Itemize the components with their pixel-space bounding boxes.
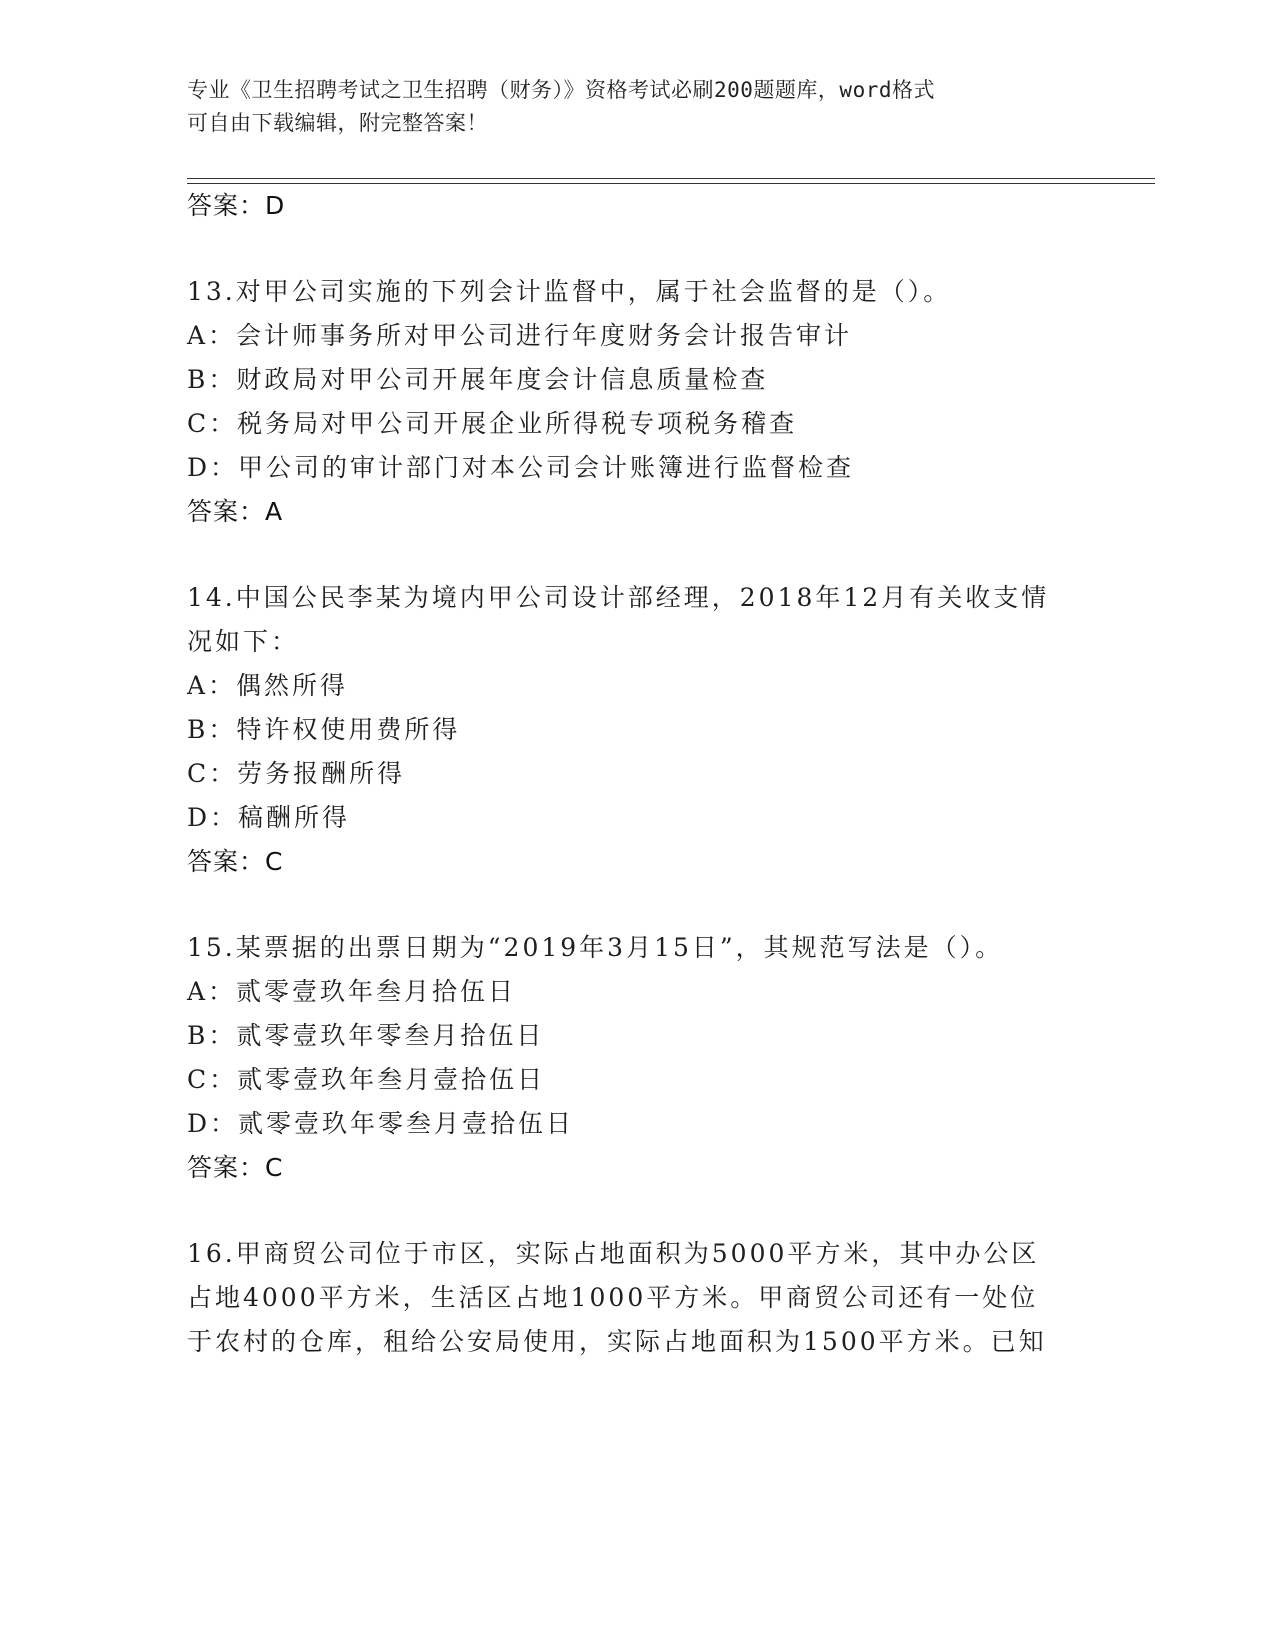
q13-option-d: D：甲公司的审计部门对本公司会计账簿进行监督检查 <box>187 453 855 482</box>
q14-option-a: A：偶然所得 <box>187 671 349 700</box>
q14-answer: 答案：C <box>187 847 284 876</box>
q13-option-a: A：会计师事务所对甲公司进行年度财务会计报告审计 <box>187 321 853 350</box>
q13-option-b: B：财政局对甲公司开展年度会计信息质量检查 <box>187 365 769 394</box>
q14-stem-line-1: 14.中国公民李某为境内甲公司设计部经理，2018年12月有关收支情 <box>187 583 1050 612</box>
q16-stem-line-2: 占地4000平方米，生活区占地1000平方米。甲商贸公司还有一处位 <box>187 1283 1039 1312</box>
header-divider-bottom <box>187 183 1155 184</box>
q15-option-d: D：贰零壹玖年零叁月壹拾伍日 <box>187 1109 575 1138</box>
q15-option-b: B：贰零壹玖年零叁月拾伍日 <box>187 1021 545 1050</box>
q14-stem-line-2: 况如下： <box>187 627 300 656</box>
q13-stem: 13.对甲公司实施的下列会计监督中，属于社会监督的是（）。 <box>187 277 952 306</box>
q15-answer: 答案：C <box>187 1153 284 1182</box>
q15-option-c: C：贰零壹玖年叁月壹拾伍日 <box>187 1065 546 1094</box>
q14-option-d: D：稿酬所得 <box>187 803 351 832</box>
q13-option-c: C：税务局对甲公司开展企业所得税专项税务稽查 <box>187 409 798 438</box>
page-header <box>187 74 1067 140</box>
q16-stem-line-3: 于农村的仓库，租给公安局使用，实际占地面积为1500平方米。已知 <box>187 1327 1047 1356</box>
header-line-2: 可自由下载编辑，附完整答案！ <box>187 111 488 135</box>
header-line-1: 专业《卫生招聘考试之卫生招聘（财务）》资格考试必刷200题题库，word格式 <box>187 78 935 102</box>
previous-answer: 答案：D <box>187 191 286 220</box>
q15-stem: 15.某票据的出票日期为“2019年3月15日”，其规范写法是（）。 <box>187 933 1004 962</box>
q16-stem-line-1: 16.甲商贸公司位于市区，实际占地面积为5000平方米，其中办公区 <box>187 1239 1040 1268</box>
header-divider-top <box>187 178 1155 179</box>
q15-option-a: A：贰零壹玖年叁月拾伍日 <box>187 977 517 1006</box>
q14-option-b: B：特许权使用费所得 <box>187 715 461 744</box>
q13-answer: 答案：A <box>187 497 284 526</box>
q14-option-c: C：劳务报酬所得 <box>187 759 406 788</box>
